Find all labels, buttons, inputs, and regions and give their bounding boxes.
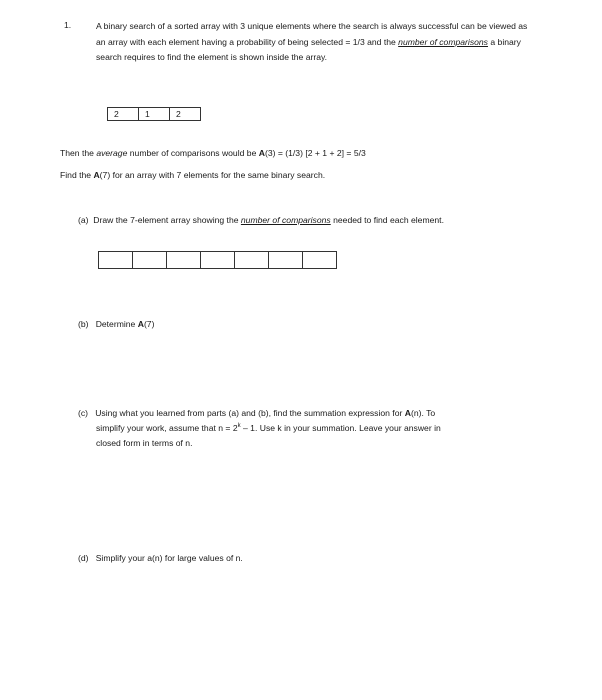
part-c-text-1-end: (n). To bbox=[410, 408, 436, 418]
part-c-superscript: k bbox=[237, 423, 241, 430]
question-number: 1. bbox=[64, 20, 72, 30]
find-line bbox=[60, 170, 325, 180]
average-line bbox=[60, 148, 366, 158]
question-intro bbox=[96, 19, 532, 66]
part-a bbox=[78, 215, 444, 225]
part-b-label: (b) bbox=[78, 319, 89, 329]
part-c-text-2-end: – 1. Use k in your summation. Leave your answer in bbox=[240, 423, 441, 433]
part-c-line-1 bbox=[78, 408, 435, 418]
answer-array-cell[interactable] bbox=[132, 251, 167, 269]
average-bold: A bbox=[258, 148, 265, 158]
part-b bbox=[78, 319, 154, 329]
part-a-text-end: needed to find each element. bbox=[330, 215, 444, 225]
average-italic: average bbox=[96, 148, 128, 158]
part-a-underlined: number of comparisons bbox=[240, 215, 331, 225]
answer-array-cell[interactable] bbox=[302, 251, 337, 269]
part-d bbox=[78, 553, 243, 563]
answer-array-cell[interactable] bbox=[98, 251, 133, 269]
average-rest: (3) = (1/3) [2 + 1 + 2] = 5/3 bbox=[264, 148, 366, 158]
part-c-line-3: closed form in terms of n. bbox=[96, 438, 193, 448]
answer-array-cell[interactable] bbox=[268, 251, 303, 269]
part-c-bold: A bbox=[404, 408, 411, 418]
intro-text-1: A binary search of a sorted array with 3 unique elements where the search is always successful can be viewed as an array with each element having a probability of being selected = 1/3 and the bbox=[96, 21, 528, 47]
part-c-text-2: simplify your work, assume that n = 2 bbox=[96, 423, 238, 433]
part-b-bold: A bbox=[137, 319, 144, 329]
part-d-label: (d) bbox=[78, 553, 89, 563]
part-c-line-2 bbox=[96, 423, 441, 433]
find-bold: A bbox=[93, 170, 100, 180]
intro-text-2: a binary search requires to find the element is shown inside the array. bbox=[96, 36, 521, 62]
example-array-cell: 2 bbox=[107, 107, 139, 121]
part-a-text: Draw the 7-element array showing the bbox=[93, 215, 241, 225]
part-b-rest: (7) bbox=[143, 319, 155, 329]
find-rest: (7) for an array with 7 elements for the same binary search. bbox=[99, 170, 326, 180]
example-array bbox=[107, 107, 200, 121]
answer-array-cell[interactable] bbox=[200, 251, 235, 269]
example-array-cell: 1 bbox=[138, 107, 170, 121]
part-c-label: (c) bbox=[78, 408, 89, 418]
part-a-label: (a) bbox=[78, 215, 89, 225]
find-prefix: Find the bbox=[60, 170, 94, 180]
answer-array-cell[interactable] bbox=[234, 251, 269, 269]
part-d-text: Simplify your a(n) for large values of n. bbox=[95, 553, 243, 563]
part-c-text-1: Using what you learned from parts (a) and (b), find the summation expression for bbox=[95, 408, 405, 418]
answer-array-cell[interactable] bbox=[166, 251, 201, 269]
average-middle: number of comparisons would be bbox=[127, 148, 259, 158]
answer-array[interactable] bbox=[98, 251, 336, 269]
intro-underlined: number of comparisons bbox=[398, 36, 488, 47]
part-b-text: Determine bbox=[95, 319, 138, 329]
average-prefix: Then the bbox=[60, 148, 97, 158]
example-array-cell: 2 bbox=[169, 107, 201, 121]
